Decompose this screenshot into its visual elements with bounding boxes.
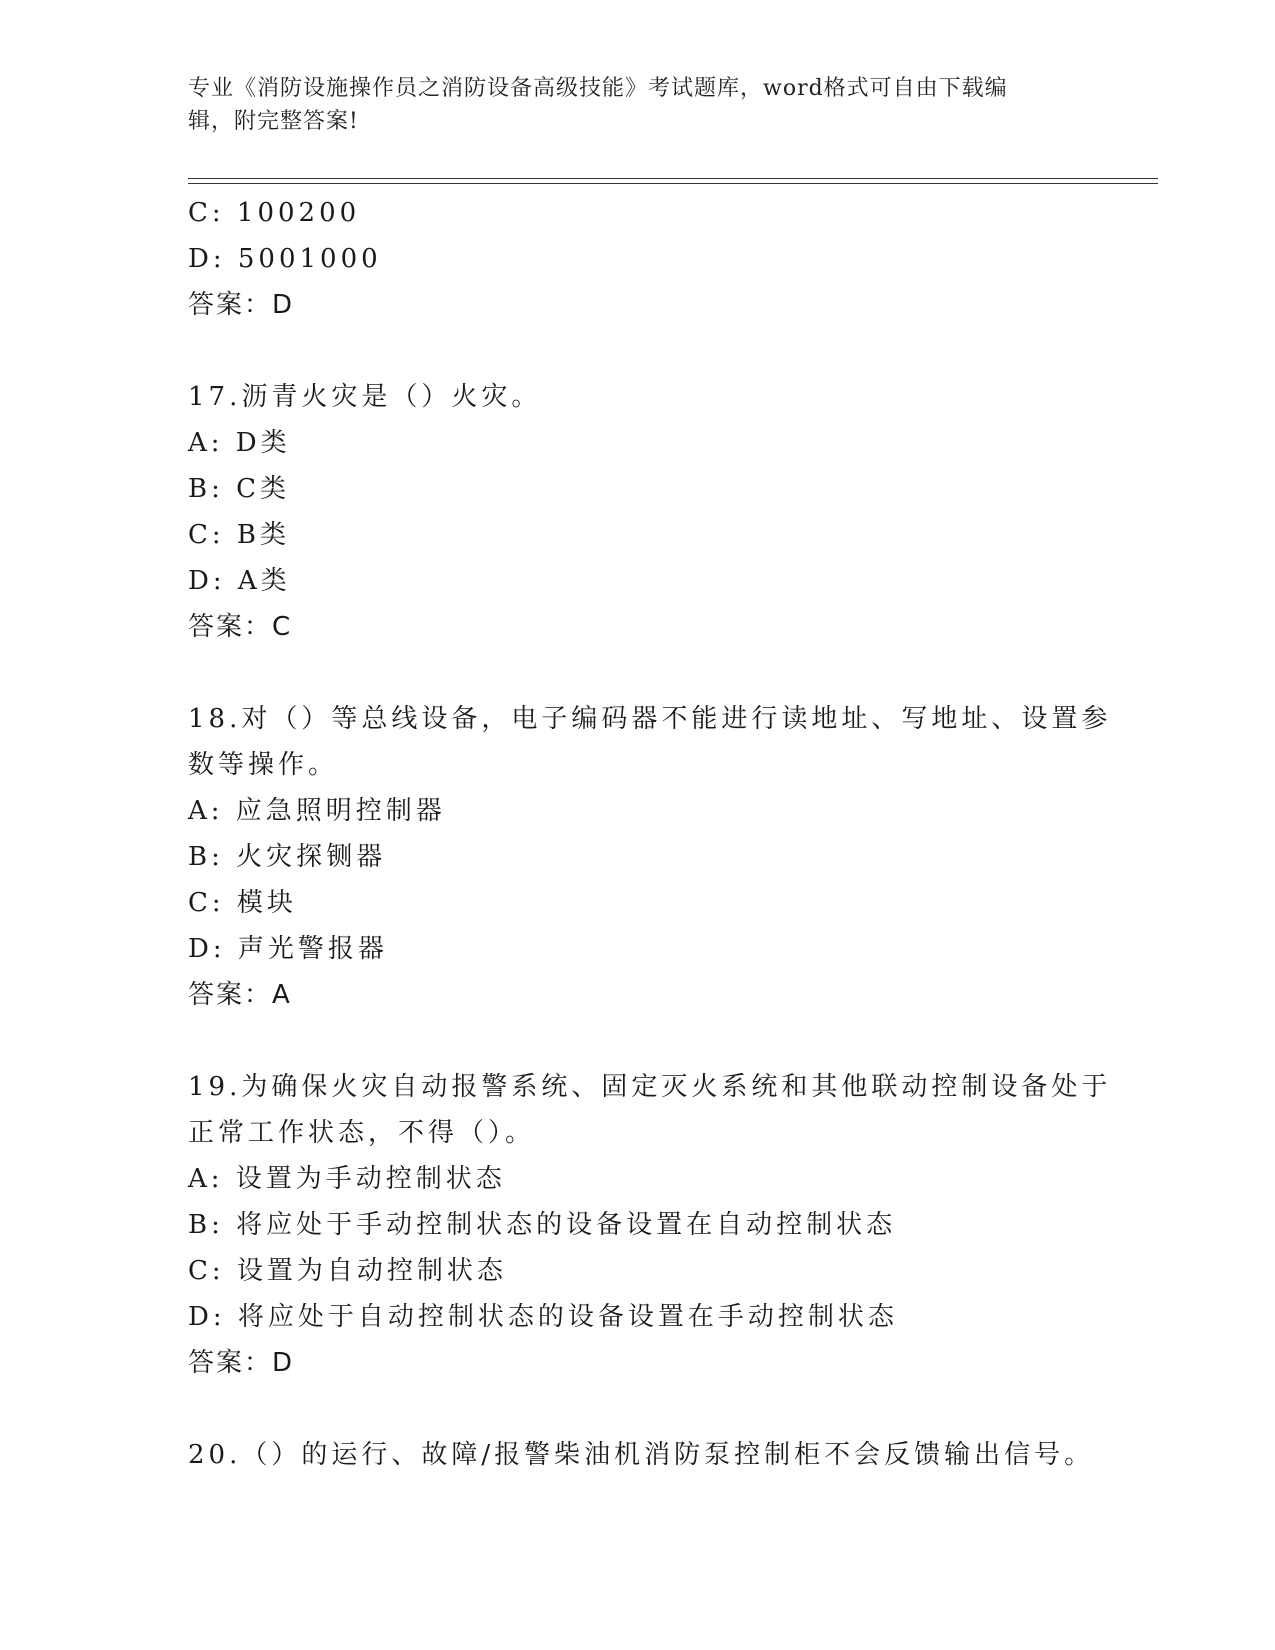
option-c: C: 模块: [188, 888, 297, 918]
document-header: [188, 72, 1088, 138]
answer-line: 答案：D: [188, 290, 295, 320]
answer-line: 答案：D: [188, 1348, 295, 1378]
question-18: [188, 696, 1112, 1018]
question-19: [188, 1064, 1112, 1386]
question-text-line-1: 19.为确保火灾自动报警系统、固定灭火系统和其他联动控制设备处于: [188, 1072, 1112, 1102]
option-d: D: A类: [188, 566, 291, 596]
question-20: [188, 1432, 1108, 1478]
option-c: C: B类: [188, 520, 291, 550]
question-17: [188, 374, 1108, 650]
option-d: D: 5001000: [188, 244, 382, 274]
option-c: C: 100200: [188, 198, 361, 228]
option-b: B: 将应处于手动控制状态的设备设置在自动控制状态: [188, 1210, 897, 1240]
answer-line: 答案：C: [188, 612, 293, 642]
option-b: B: C类: [188, 474, 291, 504]
option-d: D: 声光警报器: [188, 934, 388, 964]
option-a: A: 设置为手动控制状态: [188, 1164, 506, 1194]
question-text: 20.（）的运行、故障/报警柴油机消防泵控制柜不会反馈输出信号。: [188, 1440, 1095, 1470]
document-body: [188, 190, 1112, 1478]
answer-line: 答案：A: [188, 980, 292, 1010]
option-d: D: 将应处于自动控制状态的设备设置在手动控制状态: [188, 1302, 898, 1332]
option-a: A: D类: [188, 428, 291, 458]
question-text-line-2: 数等操作。: [188, 750, 339, 780]
option-c: C: 设置为自动控制状态: [188, 1256, 507, 1286]
header-line-2: 辑，附完整答案!: [188, 109, 359, 134]
header-divider-bottom: [188, 183, 1158, 184]
question-text: 17.沥青火灾是（）火灾。: [188, 382, 542, 412]
header-divider-top: [188, 178, 1158, 179]
option-b: B: 火灾探铡器: [188, 842, 387, 872]
question-16-tail: [188, 190, 1108, 328]
question-text-line-1: 18.对（）等总线设备，电子编码器不能进行读地址、写地址、设置参: [188, 704, 1112, 734]
header-line-1: 专业《消防设施操作员之消防设备高级技能》考试题库，word格式可自由下载编: [188, 76, 1008, 101]
question-text-line-2: 正常工作状态，不得（）。: [188, 1118, 536, 1148]
option-a: A: 应急照明控制器: [188, 796, 446, 826]
